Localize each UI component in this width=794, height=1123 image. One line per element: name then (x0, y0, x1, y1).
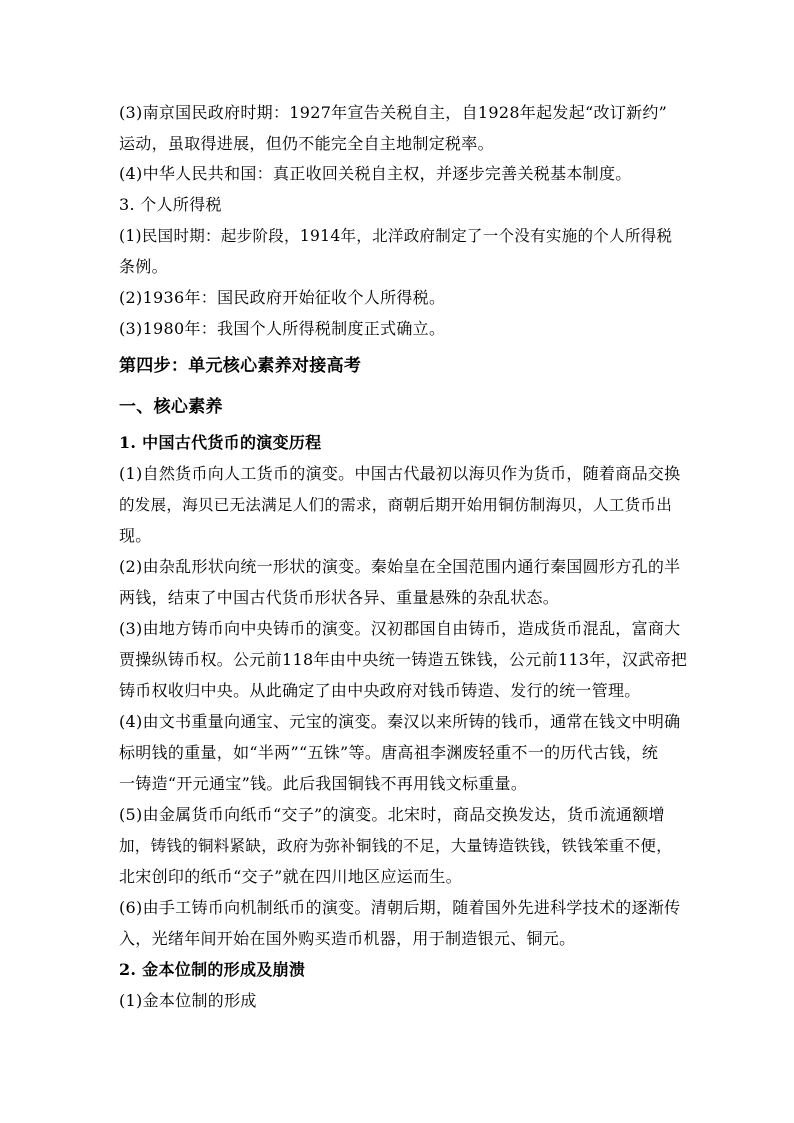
text-line: 北宋创印的纸币“交子”就在四川地区应运而生。 (119, 867, 462, 886)
text-line: 贾操纵铸币权。公元前118年由中央统一铸造五铢钱，公元前113年，汉武帝把 (119, 650, 688, 669)
subsection-heading: 2. 金本位制的形成及崩溃 (119, 960, 306, 979)
section-heading: 3. 个人所得税 (119, 195, 222, 214)
step-heading: 第四步：单元核心素养对接高考 (119, 356, 362, 376)
part-heading: 一、核心素养 (119, 397, 223, 417)
text-line: 现。 (119, 526, 152, 545)
text-line: (1)自然货币向人工货币的演变。中国古代最初以海贝作为货币，随着商品交换 (119, 464, 681, 483)
text-line: 条例。 (119, 257, 168, 276)
text-line: 标明钱的重量，如“半两”“五铢”等。唐高祖李渊废轻重不一的历代古钱，统 (119, 743, 659, 762)
text-line: (2)1936年：国民政府开始征收个人所得税。 (119, 288, 446, 307)
text-line: 两钱，结束了中国古代货币形状各异、重量悬殊的杂乱状态。 (119, 588, 560, 607)
text-line: 一铸造“开元通宝”钱。此后我国铜钱不再用钱文标重量。 (119, 774, 528, 793)
text-line: (4)由文书重量向通宝、元宝的演变。秦汉以来所铸的钱币，通常在钱文中明确 (119, 712, 681, 731)
text-line: 加，铸钱的铜料紧缺，政府为弥补铜钱的不足，大量铸造铁钱，铁钱笨重不便， (119, 837, 673, 855)
text-line: 入，光绪年间开始在国外购买造币机器，用于制造银元、铜元。 (119, 929, 576, 948)
text-line: (2)由杂乱形状向统一形状的演变。秦始皇在全国范围内通行秦国圆形方孔的半 (119, 557, 681, 576)
text-line: 铸币权收归中央。从此确定了由中央政府对钱币铸造、发行的统一管理。 (119, 681, 641, 700)
text-line: 的发展，海贝已无法满足人们的需求，商朝后期开始用铜仿制海贝，人工货币出 (119, 496, 673, 514)
subsection-heading: 1. 中国古代货币的演变历程 (119, 433, 322, 452)
text-line: (3)1980年：我国个人所得税制度正式确立。 (119, 319, 446, 338)
text-line: (4)中华人民共和国：真正收回关税自主权，并逐步完善关税基本制度。 (119, 164, 632, 183)
text-line: (6)由手工铸币向机制纸币的演变。清朝后期，随着国外先进科学技术的逐渐传 (119, 898, 681, 917)
text-line: (3)南京国民政府时期：1927年宣告关税自主，自1928年起发起“改订新约” (119, 103, 668, 122)
text-line: (1)民国时期：起步阶段，1914年，北洋政府制定了一个没有实施的个人所得税 (119, 227, 673, 245)
text-line: (3)由地方铸币向中央铸币的演变。汉初郡国自由铸币，造成货币混乱，富商大 (119, 619, 681, 638)
text-line: (5)由金属货币向纸币“交子”的演变。北宋时，商品交换发达，货币流通额增 (119, 805, 665, 824)
text-line: (1)金本位制的形成 (119, 991, 257, 1010)
text-line: 运动，虽取得进展，但仍不能完全自主地制定税率。 (119, 134, 494, 153)
